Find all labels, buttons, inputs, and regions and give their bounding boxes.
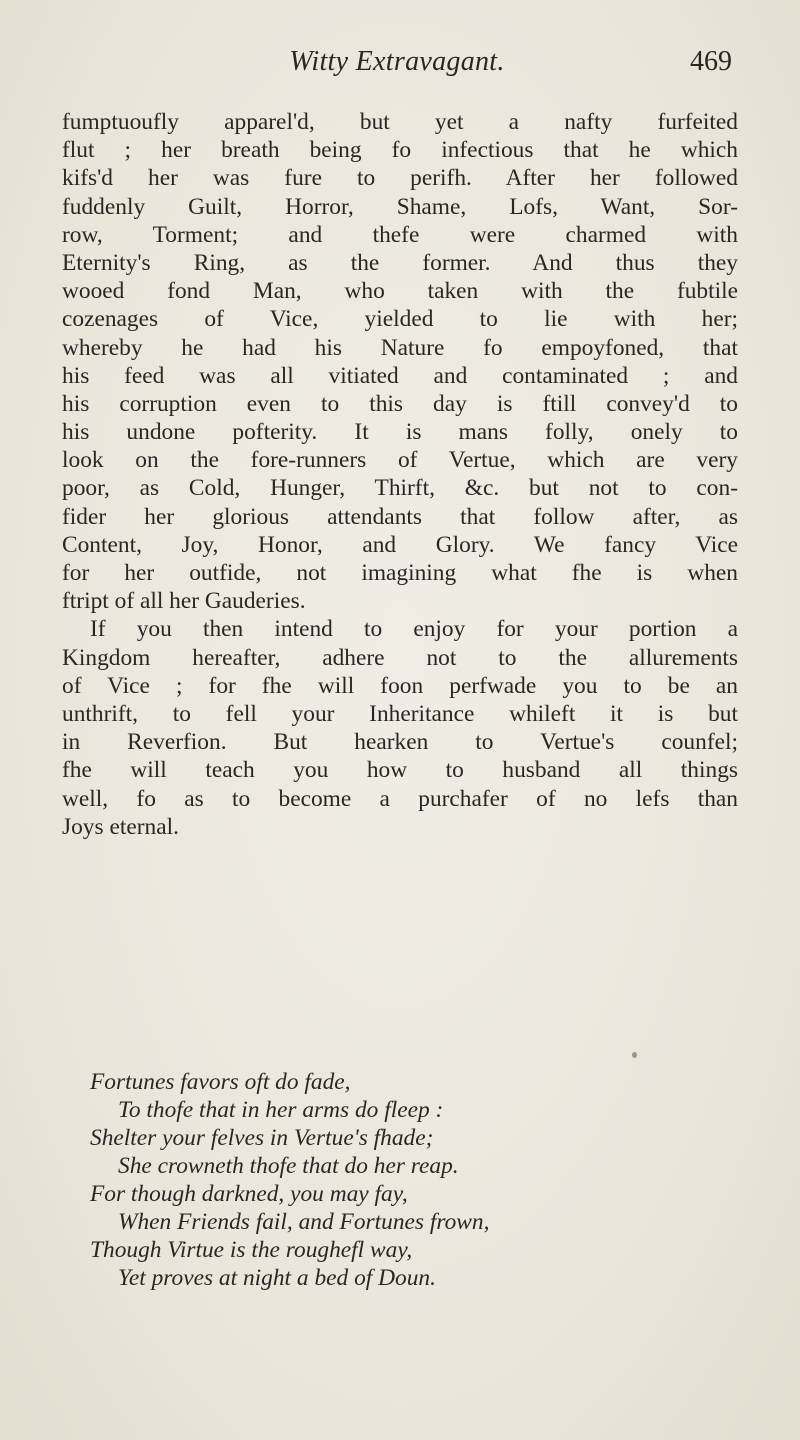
verse-line: Though Virtue is the roughefl way, xyxy=(90,1237,413,1263)
prose-line: fuddenly Guilt, Horror, Shame, Lofs, Want, Sor- xyxy=(62,193,738,220)
prose-line: flut ; her breath being fo infectious that he which xyxy=(62,137,738,164)
prose-line: for her outfide, not imagining what fhe is when xyxy=(62,560,738,586)
prose-line: row, Torment; and thefe were charmed with xyxy=(62,221,738,248)
prose-line: whereby he had his Nature fo empoyfoned, that xyxy=(62,334,738,361)
verse-line: For though darkned, you may fay, xyxy=(90,1181,408,1207)
verse-line: To thofe that in her arms do fleep : xyxy=(118,1097,444,1123)
running-title: Witty Extravagant. xyxy=(289,46,505,77)
prose-line: Eternity's Ring, as the former. And thus they xyxy=(62,249,738,276)
prose-line: look on the fore-runners of Vertue, which are very xyxy=(62,447,738,474)
page-header xyxy=(62,46,732,90)
ink-speck xyxy=(632,1052,637,1058)
prose-line: of Vice ; for fhe will foon perfwade you to be an xyxy=(62,672,738,699)
prose-line: cozenages of Vice, yielded to lie with her; xyxy=(62,306,738,333)
prose-line: fider her glorious attendants that follow after, as xyxy=(62,503,738,530)
prose-line: unthrift, to fell your Inheritance whileft it is but xyxy=(62,700,738,727)
verse-line: When Friends fail, and Fortunes frown, xyxy=(118,1209,490,1235)
verse-block xyxy=(90,1068,750,1292)
prose-line: Content, Joy, Honor, and Glory. We fancy Vice xyxy=(62,531,738,558)
page-number: 469 xyxy=(690,46,732,77)
prose-line: in Reverfion. But hearken to Vertue's counfel; xyxy=(62,729,738,756)
prose-line: wooed fond Man, who taken with the fubtile xyxy=(62,278,738,305)
verse-line: Shelter your felves in Vertue's fhade; xyxy=(90,1125,434,1151)
prose-line: poor, as Cold, Hunger, Thirft, &c. but not to con- xyxy=(62,475,738,502)
prose-line: ftript of all her Gauderies. xyxy=(62,588,306,615)
prose-line: well, fo as to become a purchafer of no lefs than xyxy=(62,785,738,812)
prose-line: If you then intend to enjoy for your portion a xyxy=(90,616,738,643)
prose-line: kifs'd her was fure to perifh. After her followed xyxy=(62,165,738,192)
verse-line: Yet proves at night a bed of Doun. xyxy=(118,1265,436,1291)
prose-line: Joys eternal. xyxy=(62,813,179,840)
prose-line: his feed was all vitiated and contaminated ; and xyxy=(62,362,738,389)
verse-line: Fortunes favors oft do fade, xyxy=(90,1069,351,1095)
prose-block xyxy=(62,108,738,841)
prose-line: fumptuoufly apparel'd, but yet a nafty furfeited xyxy=(62,109,738,135)
prose-line: his corruption even to this day is ftill convey'd to xyxy=(62,390,738,417)
prose-line: his undone pofterity. It is mans folly, onely to xyxy=(62,419,738,446)
prose-line: Kingdom hereafter, adhere not to the allurements xyxy=(62,644,738,671)
verse-line: She crowneth thofe that do her reap. xyxy=(118,1153,459,1179)
prose-line: fhe will teach you how to husband all things xyxy=(62,757,738,784)
